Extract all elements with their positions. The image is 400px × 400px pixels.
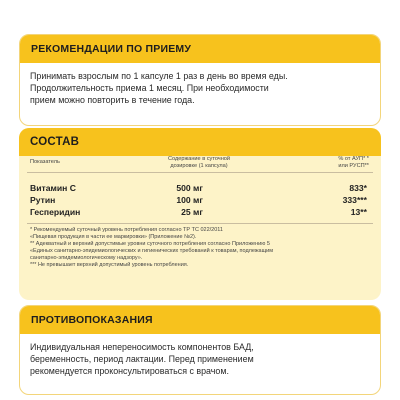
contraindications-card: [19, 305, 381, 395]
dosage-header: [20, 35, 380, 63]
dosage-line: прием можно повторить в течение года.: [30, 94, 195, 105]
footnotes: [30, 227, 375, 270]
ingredient-percent: 833*: [349, 183, 367, 193]
column-header-percent: [338, 156, 369, 170]
ingredient-name: Витамин С: [30, 183, 76, 193]
column-header-content-line: Содержание в суточной: [167, 156, 231, 162]
table-divider: [27, 223, 373, 224]
ingredient-percent: 13**: [350, 207, 367, 217]
dosage-title: РЕКОМЕНДАЦИИ ПО ПРИЕМУ: [31, 43, 192, 55]
column-header-content-line: дозировке (1 капсула): [170, 163, 228, 170]
ingredient-amount: 500 мг: [176, 183, 203, 193]
contraindications-line: Индивидуальная непереносимость компонентов БАД,: [30, 342, 254, 352]
table-row: [19, 206, 381, 218]
ingredient-amount: 100 мг: [176, 195, 203, 205]
contraindications-text: [20, 334, 380, 377]
header-divider: [27, 172, 373, 173]
dosage-line: Продолжительность приема 1 месяц. При необходимости: [30, 82, 269, 93]
column-header-percent-line: или РУСП**: [338, 163, 369, 170]
ingredient-name: Рутин: [30, 195, 56, 205]
footnote-line: *** Не превышает верхний допустимый уровень потребления.: [30, 262, 189, 269]
footnote-line: ** Адекватный и верхний допустимые уровни суточного потребления согласно Приложению 5: [30, 241, 270, 248]
dosage-text: [20, 63, 380, 106]
column-header-content: [149, 156, 249, 170]
ingredient-name: Гесперидин: [30, 207, 81, 217]
contraindications-line: рекомендуется проконсультироваться с врачом.: [30, 365, 229, 376]
contraindications-line: беременность, период лактации. Перед применением: [30, 353, 254, 364]
column-header-percent-line: % от АУП* *: [338, 156, 369, 162]
column-header-indicator: Показатель: [30, 159, 60, 165]
table-row: [19, 194, 381, 206]
composition-header: [19, 128, 381, 156]
composition-title: СОСТАВ: [30, 136, 80, 148]
contraindications-header: [20, 306, 380, 334]
contraindications-title: ПРОТИВОПОКАЗАНИЯ: [31, 314, 153, 326]
footnote-line: санитарно-эпидемиологическому надзору».: [30, 255, 143, 262]
footnote-line: «Единых санитарно-эпидемиологических и гигиенических требований к товарам, подлежащим: [30, 248, 273, 255]
footnote-line: * Рекомендуемый суточный уровень потребления согласно ТР ТС 022/2011: [30, 227, 223, 233]
dosage-card: [19, 34, 381, 126]
footnote-line: «Пищевая продукция в части ее маркировки» (Приложение №2).: [30, 234, 197, 241]
table-row: [19, 182, 381, 194]
composition-card: [19, 128, 381, 300]
ingredient-amount: 25 мг: [181, 207, 203, 217]
ingredient-percent: 333***: [342, 195, 367, 205]
dosage-line: Принимать взрослым по 1 капсуле 1 раз в день во время еды.: [30, 71, 288, 81]
